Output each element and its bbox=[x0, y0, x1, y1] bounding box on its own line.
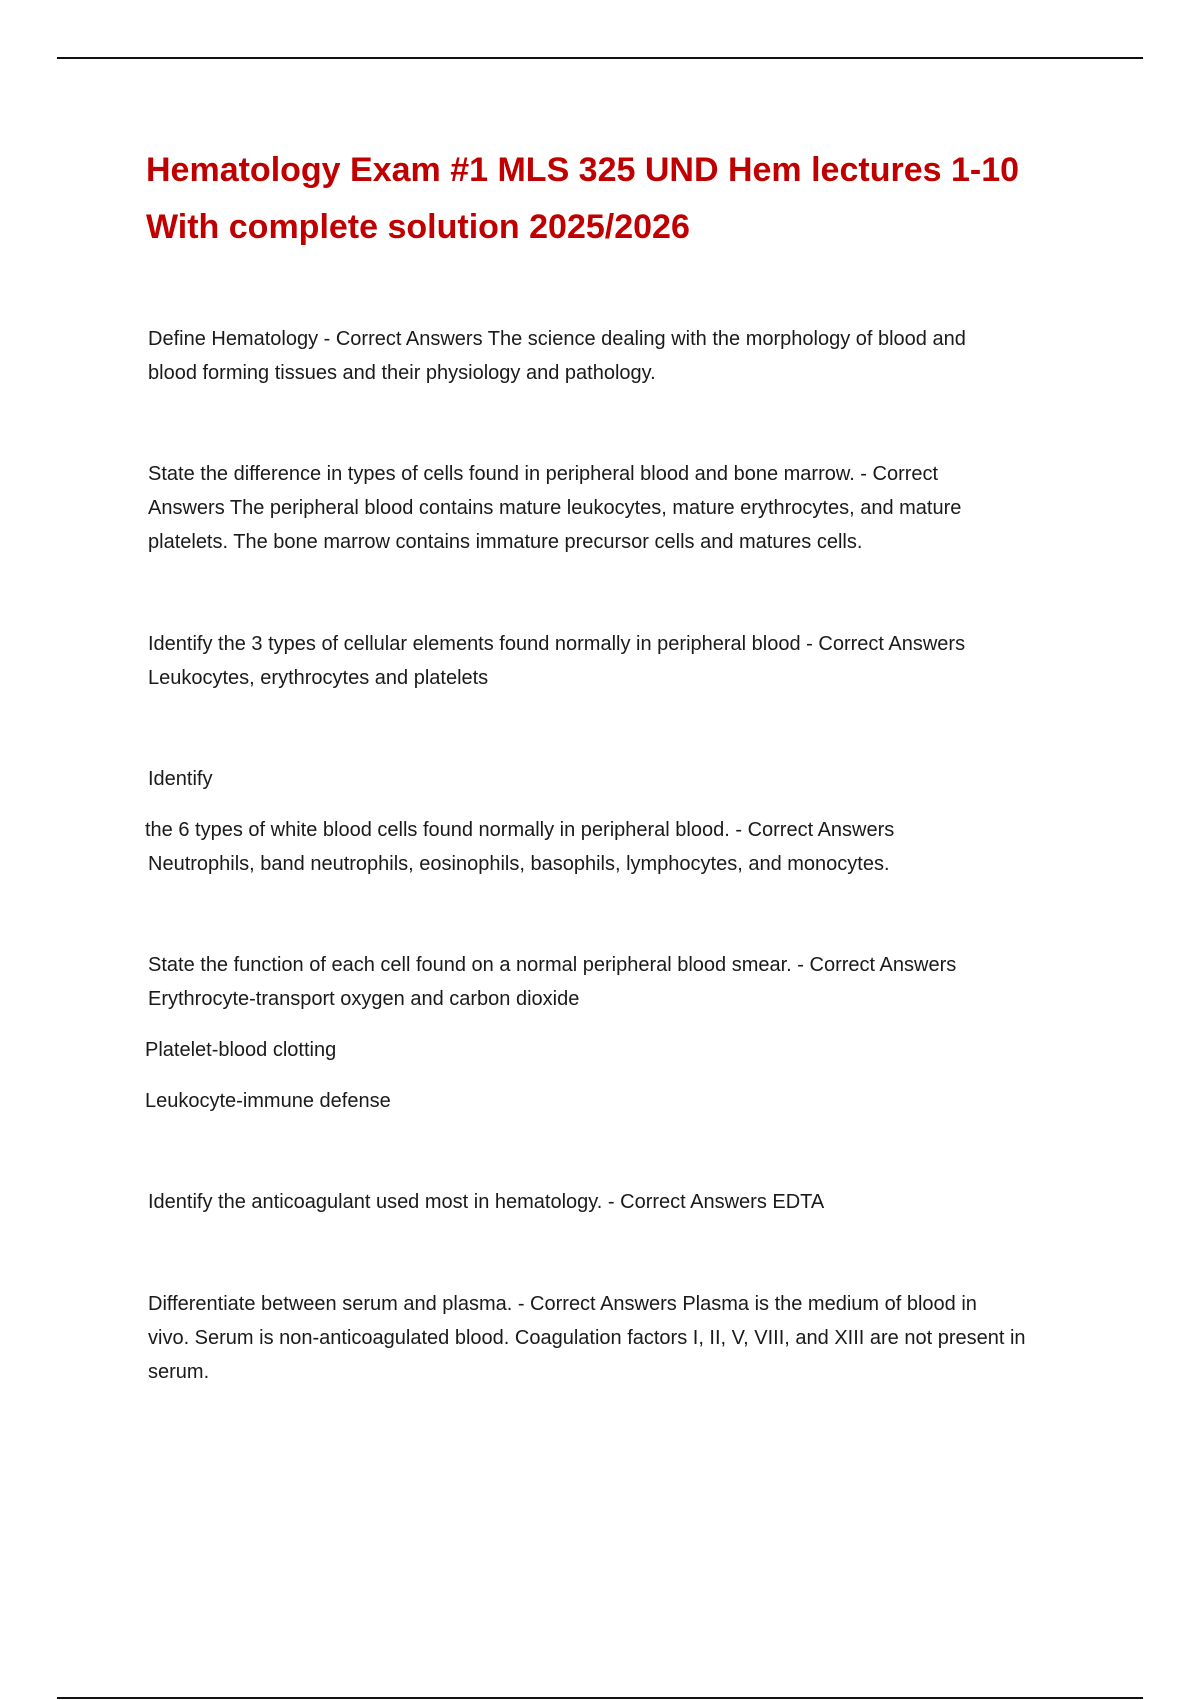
qa-line: Identify the 3 types of cellular elements found normally in peripheral blood - Correct Answers bbox=[148, 633, 966, 655]
qa-define-hematology bbox=[148, 322, 1098, 390]
qa-serum-plasma bbox=[148, 1287, 1098, 1389]
qa-line: Identify bbox=[148, 768, 213, 790]
qa-line: State the difference in types of cells found in peripheral blood and bone marrow. - Correct bbox=[148, 463, 939, 485]
qa-line: Answers The peripheral blood contains mature leukocytes, mature erythrocytes, and mature bbox=[148, 497, 962, 519]
qa-line: blood forming tissues and their physiology and pathology. bbox=[148, 362, 656, 384]
qa-cell-difference bbox=[148, 457, 1098, 559]
qa-line: vivo. Serum is non-anticoagulated blood. Coagulation factors I, II, V, VIII, and XIII are not present in bbox=[148, 1327, 1026, 1349]
document-title bbox=[146, 142, 1106, 256]
qa-line: serum. bbox=[148, 1361, 210, 1383]
qa-line: Differentiate between serum and plasma. - Correct Answers Plasma is the medium of blood in bbox=[148, 1293, 977, 1315]
qa-line: Identify the anticoagulant used most in hematology. - Correct Answers EDTA bbox=[148, 1191, 825, 1213]
qa-identify-label bbox=[148, 762, 1098, 796]
qa-white-blood-cells bbox=[145, 813, 1095, 881]
qa-line: Leukocytes, erythrocytes and platelets bbox=[148, 667, 489, 689]
qa-line: Neutrophils, band neutrophils, eosinophils, basophils, lymphocytes, and monocytes. bbox=[148, 853, 890, 875]
qa-line: State the function of each cell found on a normal peripheral blood smear. - Correct Answers bbox=[148, 954, 957, 976]
title-line-1: Hematology Exam #1 MLS 325 UND Hem lectures 1-10 bbox=[146, 151, 1020, 189]
qa-cell-function bbox=[148, 948, 1098, 1016]
qa-line: Platelet-blood clotting bbox=[145, 1039, 337, 1061]
qa-leukocyte-function bbox=[145, 1084, 1095, 1118]
qa-platelet-function bbox=[145, 1033, 1095, 1067]
qa-line: Define Hematology - Correct Answers The science dealing with the morphology of blood and bbox=[148, 328, 966, 350]
qa-anticoagulant bbox=[148, 1185, 1098, 1219]
qa-line: Leukocyte-immune defense bbox=[145, 1090, 391, 1112]
qa-line: Erythrocyte-transport oxygen and carbon dioxide bbox=[148, 988, 580, 1010]
qa-line: the 6 types of white blood cells found normally in peripheral blood. - Correct Answers bbox=[145, 819, 895, 841]
qa-cellular-elements bbox=[148, 627, 1098, 695]
title-line-2: With complete solution 2025/2026 bbox=[146, 208, 690, 246]
qa-line: platelets. The bone marrow contains immature precursor cells and matures cells. bbox=[148, 531, 863, 553]
top-divider bbox=[57, 57, 1143, 59]
bottom-divider bbox=[57, 1697, 1143, 1699]
